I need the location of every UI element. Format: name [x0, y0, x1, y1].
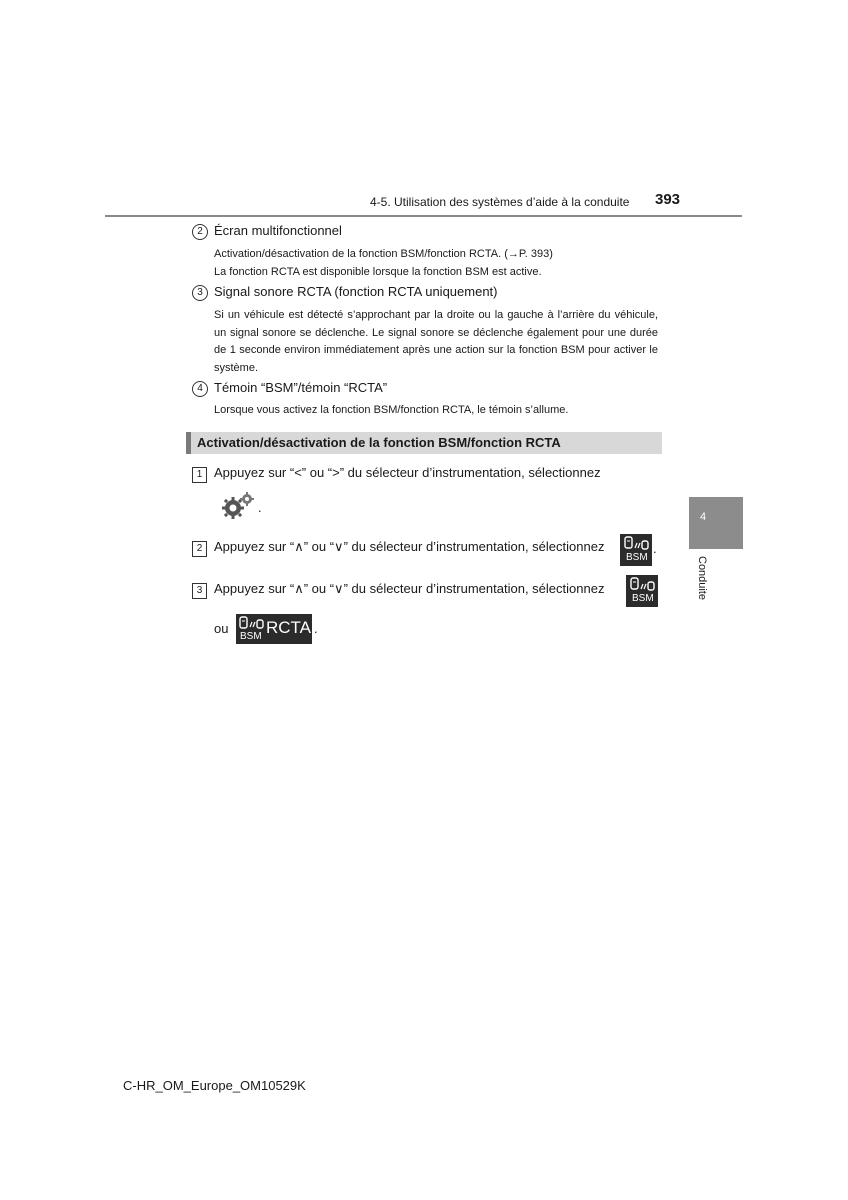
rcta-icon-label: RCTA	[266, 618, 312, 637]
circled-number: 2	[192, 224, 208, 240]
item-title: Écran multifonctionnel	[214, 223, 342, 238]
document-code: C-HR_OM_Europe_OM10529K	[123, 1078, 306, 1093]
header-divider	[105, 215, 742, 217]
bsm-icon	[626, 575, 658, 607]
step-text: Appuyez sur “∧” ou “∨” du sélecteur d’instrumentation, sélectionnez	[214, 581, 605, 596]
step-text: Appuyez sur “∧” ou “∨” du sélecteur d’instrumentation, sélectionnez	[214, 539, 605, 554]
item-description	[214, 307, 658, 377]
page-number: 393	[655, 191, 681, 208]
item-title: Témoin “BSM”/témoin “RCTA”	[214, 380, 388, 395]
or-text: ou	[214, 621, 229, 636]
chapter-label: Conduite	[696, 556, 708, 601]
item-title: Signal sonore RCTA (fonction RCTA uniquement)	[214, 284, 498, 299]
circled-number: 3	[192, 285, 208, 301]
chapter-number: 4	[699, 511, 707, 523]
item-description	[214, 246, 658, 281]
step-text: Appuyez sur “<” ou “>” du sélecteur d’instrumentation, sélectionnez	[214, 465, 601, 480]
step-number: 1	[192, 467, 207, 483]
bsm-icon	[620, 534, 652, 566]
bsm-icon-label: BSM	[626, 552, 648, 563]
description-line: Activation/désactivation de la fonction BSM/fonction RCTA. (→P. 393)	[214, 248, 553, 260]
running-header: 4-5. Utilisation des systèmes d’aide à la conduite	[370, 195, 630, 209]
description-paragraph: Si un véhicule est détecté s’approchant par la droite ou la gauche à l’arrière du véhicule, un signal sonore se déclenche. Le signal sonore se déclenche également pour une durée de 1 seconde environ immédiatement après une action sur la fonction BSM pour activer le système.	[214, 309, 658, 374]
section-heading-title: Activation/désactivation de la fonction BSM/fonction RCTA	[197, 435, 561, 450]
section-heading	[186, 432, 662, 454]
step-number: 2	[192, 541, 207, 557]
step-1-period: .	[258, 500, 262, 515]
description-line: Lorsque vous activez la fonction BSM/fonction RCTA, le témoin s’allume.	[214, 404, 569, 416]
circled-number: 4	[192, 381, 208, 397]
step-number: 3	[192, 583, 207, 599]
chapter-tab	[689, 497, 743, 549]
step-2-period: .	[653, 541, 657, 556]
bsm-rcta-icon	[236, 614, 312, 644]
bsm-icon-label: BSM	[632, 593, 654, 604]
bsm-icon-label: BSM	[240, 631, 262, 642]
section-heading-bar	[186, 432, 191, 454]
item-description	[214, 402, 658, 420]
step-3-period: .	[314, 621, 318, 636]
settings-gears-icon	[221, 491, 257, 521]
description-line: La fonction RCTA est disponible lorsque la fonction BSM est active.	[214, 265, 542, 278]
